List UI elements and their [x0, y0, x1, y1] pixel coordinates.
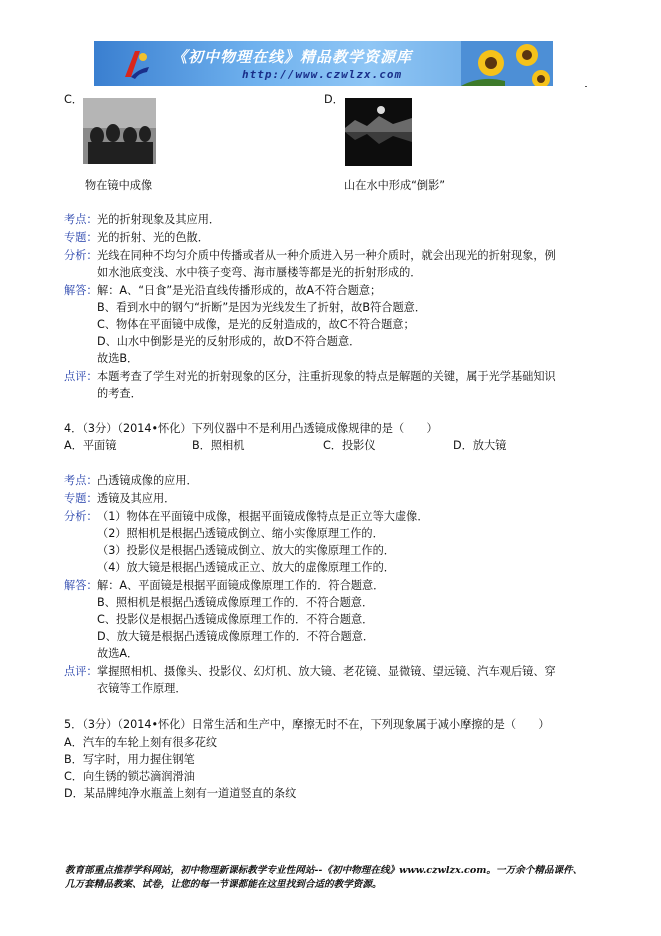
q3-kaodian: 光的折射现象及其应用． [97, 213, 221, 226]
q4-jieda-line: 解：A、平面镜是根据平面镜成像原理工作的．符合题意． [97, 579, 385, 592]
q5-option-c: C．向生锈的锁芯滴润滑油 [64, 770, 195, 783]
footer-line-2: 几万套精品教案、试卷，让您的每一节课都能在这里找到合适的教学资源。 [65, 879, 382, 890]
q5-option-d: D．某品牌纯净水瓶盖上刻有一道道竖直的条纹 [64, 787, 297, 800]
q3-jieda-line: C、物体在平面镜中成像，是光的反射造成的，故C不符合题意； [97, 318, 415, 331]
q3-zhuanti: 光的折射、光的色散． [97, 231, 209, 244]
q4-kaodian-tag: 考点： [64, 474, 98, 487]
q4-zhuanti: 透镜及其应用． [97, 492, 176, 505]
q3-answer: 故选B． [97, 352, 139, 365]
q5-option-b: B．写字时，用力握住钢笔 [64, 753, 195, 766]
q4-option-a: A．平面镜 [64, 439, 117, 452]
q3-jieda-line: B、看到水中的钢勺“折断”是因为光线发生了折射，故B符合题意． [97, 301, 427, 314]
q4-fenxi-line: （3）投影仪是根据凸透镜成倒立、放大的实像原理工作的． [97, 544, 395, 557]
q4-jieda-line: D、放大镜是根据凸透镜成像原理工作的．不符合题意． [97, 630, 375, 643]
q4-fenxi-line: （2）照相机是根据凸透镜成倒立、缩小实像原理工作的． [97, 527, 384, 540]
q4-fenxi-line: （4）放大镜是根据凸透镜成正立、放大的虚像原理工作的． [97, 561, 395, 574]
q4-jieda-line: C、投影仪是根据凸透镜成像原理工作的．不符合题意． [97, 613, 374, 626]
option-c-label: C． [64, 93, 83, 106]
q4-dianping-line-2: 衣镜等工作原理． [97, 682, 187, 695]
mountain-reflection-photo [345, 98, 412, 166]
q3-zhuanti-tag: 专题： [64, 231, 98, 244]
header-banner [94, 41, 553, 86]
q4-option-b: B．照相机 [192, 439, 245, 452]
q3-fenxi-line-1: 光线在同种不均匀介质中传播或者从一种介质进入另一种介质时，就会出现光的折射现象，例 [97, 249, 556, 262]
q4-answer: 故选A． [97, 647, 139, 660]
site-logo-icon [122, 47, 152, 81]
q5-question: 5．（3分）（2014•怀化）日常生活和生产中，摩擦无时不在，下列现象属于减小摩擦的是（ ） [64, 718, 550, 731]
q4-fenxi-tag: 分析： [64, 510, 98, 523]
q3-fenxi-tag: 分析： [64, 249, 98, 262]
q4-dianping-line-1: 掌握照相机、摄像头、投影仪、幻灯机、放大镜、老花镜、显微镜、望远镜、汽车观后镜、穿 [97, 665, 556, 678]
sunflower-image [461, 41, 553, 86]
q4-jieda-line: B、照相机是根据凸透镜成像原理工作的．不符合题意． [97, 596, 374, 609]
banner-title: 《初中物理在线》精品教学资源库 [172, 48, 413, 66]
q3-jieda-line: 解：A、“日食”是光沿直线传播形成的，故A不符合题意； [97, 284, 382, 297]
mirror-image-photo [83, 98, 156, 164]
q3-dianping-tag: 点评： [64, 370, 98, 383]
q4-option-c: C．投影仪 [323, 439, 376, 452]
option-d-label: D． [324, 93, 344, 106]
banner-url: http://www.czwlzx.com [242, 68, 403, 81]
q3-jieda-tag: 解答： [64, 284, 98, 297]
q4-dianping-tag: 点评： [64, 665, 98, 678]
q3-fenxi-line-2: 如水池底变浅、水中筷子变弯、海市蜃楼等都是光的折射形成的． [97, 266, 422, 279]
q3-jieda-line: D、山水中倒影是光的反射形成的，故D不符合题意． [97, 335, 361, 348]
q4-option-d: D．放大镜 [453, 439, 507, 452]
option-d-caption: 山在水中形成“倒影” [344, 179, 446, 192]
footer-line-1: 教育部重点推荐学科网站，初中物理新课标教学专业性网站--《初中物理在线》www.czwlzx.com。一万余个精品课件、 [65, 865, 583, 876]
q5-option-a: A．汽车的车轮上刻有很多花纹 [64, 736, 218, 749]
header-divider-dot [585, 86, 587, 87]
q3-dianping-line-2: 的考查． [97, 387, 142, 400]
q4-zhuanti-tag: 专题： [64, 492, 98, 505]
q3-dianping-line-1: 本题考查了学生对光的折射现象的区分，注重折现象的特点是解题的关键，属于光学基础知识 [97, 370, 556, 383]
option-c-caption: 物在镜中成像 [85, 179, 153, 192]
q4-fenxi-line: （1）物体在平面镜中成像，根据平面镜成像特点是正立等大虚像． [97, 510, 429, 523]
q3-kaodian-tag: 考点： [64, 213, 98, 226]
q4-kaodian: 凸透镜成像的应用． [97, 474, 198, 487]
q4-jieda-tag: 解答： [64, 579, 98, 592]
q4-question: 4．（3分）（2014•怀化）下列仪器中不是利用凸透镜成像规律的是（ ） [64, 422, 438, 435]
